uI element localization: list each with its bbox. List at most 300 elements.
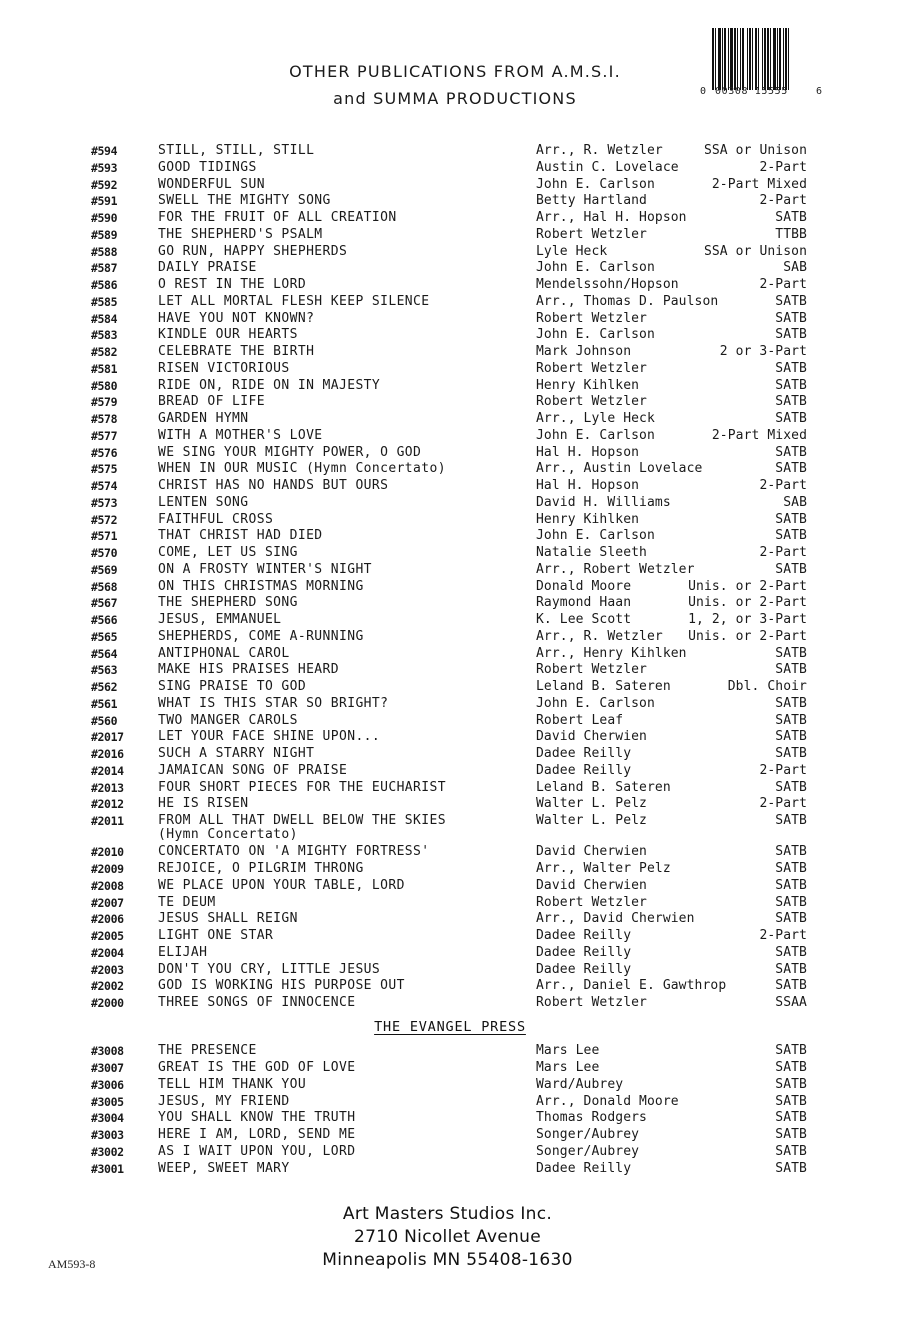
publication-row: [0, 478, 900, 495]
publication-voicing: SATB: [775, 1143, 807, 1159]
publication-arranger: David Cherwien: [536, 844, 647, 860]
publication-voicing: SATB: [775, 662, 807, 678]
publication-arranger: John E. Carlson: [536, 528, 655, 544]
publication-number: #3003: [91, 1128, 124, 1142]
header-line-1: OTHER PUBLICATIONS FROM A.M.S.I.: [289, 62, 621, 81]
publication-voicing: SATB: [775, 310, 807, 326]
publication-number: #3002: [91, 1144, 124, 1159]
publication-arranger: Mendelssohn/Hopson: [536, 277, 679, 292]
publication-row: [0, 713, 900, 730]
publication-title: THREE SONGS OF INNOCENCE: [158, 995, 356, 1010]
publication-number: #589: [91, 227, 118, 242]
publication-title: FOR THE FRUIT OF ALL CREATION: [158, 210, 397, 225]
publication-arranger: Betty Hartland: [536, 193, 647, 209]
publication-row: [0, 244, 900, 261]
publication-title: DAILY PRAISE: [158, 260, 257, 276]
publication-row: [0, 646, 900, 663]
publication-row: [0, 277, 900, 294]
publication-arranger: Austin C. Lovelace: [536, 159, 679, 175]
publication-number: #561: [91, 696, 118, 711]
publication-title: WEEP, SWEET MARY: [158, 1160, 290, 1176]
publication-row: [0, 861, 900, 878]
publication-voicing: SATB: [775, 293, 807, 309]
publication-voicing: SATB: [775, 394, 807, 410]
publication-number: #565: [91, 629, 118, 644]
publication-row: [0, 995, 900, 1012]
publication-voicing: Unis. or 2-Part: [688, 628, 807, 644]
upc-lead-digit: 0: [700, 86, 707, 97]
publication-arranger: David H. Williams: [536, 494, 671, 510]
publication-voicing: 2-Part: [759, 478, 807, 493]
publication-row: [0, 227, 900, 244]
publication-row: [0, 562, 900, 579]
publication-number: #573: [91, 495, 118, 510]
publication-number: #3001: [91, 1161, 124, 1176]
upc-check-digit: 6: [816, 86, 823, 97]
publication-number: #2016: [91, 747, 124, 761]
publication-title: LIGHT ONE STAR: [158, 928, 274, 943]
publication-number: #567: [91, 596, 118, 611]
upc-main-digits: 00308 15555: [715, 86, 788, 97]
publication-number: #3006: [91, 1077, 124, 1092]
publication-title: THE SHEPHERD SONG: [158, 595, 298, 611]
publication-voicing: SSAA: [775, 995, 807, 1010]
publication-title: RIDE ON, RIDE ON IN MAJESTY: [158, 377, 381, 393]
publication-voicing: 2-Part: [759, 159, 807, 175]
publication-title: ON A FROSTY WINTER'S NIGHT: [158, 561, 372, 577]
publication-number: #582: [91, 345, 118, 359]
publication-arranger: Walter L. Pelz: [536, 796, 647, 812]
barcode-bars: [712, 28, 810, 90]
publication-number: #585: [91, 294, 118, 309]
publication-title: LET ALL MORTAL FLESH KEEP SILENCE: [158, 293, 430, 309]
publication-row: [0, 545, 900, 562]
publication-number: #2006: [91, 912, 124, 927]
publication-voicing: SATB: [775, 327, 807, 343]
publication-row: [0, 1127, 900, 1144]
publication-title: DON'T YOU CRY, LITTLE JESUS: [158, 961, 381, 977]
publication-row: [0, 911, 900, 928]
publication-voicing: SATB: [775, 511, 807, 527]
publication-row: [0, 461, 900, 478]
publication-row: [0, 945, 900, 962]
publication-subtitle: (Hymn Concertato): [158, 826, 298, 842]
publication-row: [0, 160, 900, 177]
publication-title: COME, LET US SING: [158, 545, 298, 560]
publication-voicing: SATB: [775, 961, 807, 977]
publication-voicing: 2-Part: [759, 928, 807, 943]
publication-voicing: SATB: [775, 877, 807, 893]
publication-voicing: SATB: [775, 561, 807, 577]
publication-arranger: Mars Lee: [536, 1043, 600, 1059]
publication-number: #568: [91, 579, 118, 594]
publication-number: #587: [91, 261, 118, 276]
publication-title: THE PRESENCE: [158, 1043, 257, 1059]
publication-row: [0, 361, 900, 378]
publication-title: JESUS, MY FRIEND: [158, 1093, 290, 1109]
publication-arranger: John E. Carlson: [536, 260, 655, 276]
publication-number: #2002: [91, 979, 124, 994]
publication-title: SHEPHERDS, COME A-RUNNING: [158, 628, 364, 644]
publisher-city: Minneapolis MN 55408-1630: [322, 1250, 573, 1270]
publication-row: [0, 327, 900, 344]
publication-title: WHEN IN OUR MUSIC (Hymn Concertato): [158, 461, 446, 477]
publication-voicing: SATB: [775, 746, 807, 761]
publication-number: #2010: [91, 845, 124, 860]
publication-arranger: John E. Carlson: [536, 327, 655, 343]
publication-arranger: Arr., Daniel E. Gawthrop: [536, 978, 727, 994]
publication-title: RISEN VICTORIOUS: [158, 360, 290, 376]
publication-title: HAVE YOU NOT KNOWN?: [158, 310, 315, 326]
publication-title: TE DEUM: [158, 894, 216, 910]
publication-number: #2012: [91, 797, 124, 812]
publication-number: #569: [91, 562, 118, 577]
publication-title: WE SING YOUR MIGHTY POWER, O GOD: [158, 444, 422, 460]
publication-voicing: SATB: [775, 1110, 807, 1126]
publication-row: [0, 344, 900, 361]
publication-row: [0, 1060, 900, 1077]
publication-arranger: Robert Wetzler: [536, 894, 647, 910]
publication-number: #2011: [91, 814, 124, 828]
publication-row: [0, 612, 900, 629]
publication-voicing: SATB: [775, 1160, 807, 1176]
publication-row: [0, 1144, 900, 1161]
publication-voicing: Unis. or 2-Part: [688, 595, 807, 611]
publication-arranger: Arr., Walter Pelz: [536, 861, 671, 876]
publication-number: #591: [91, 194, 118, 209]
publication-row: [0, 878, 900, 895]
publication-number: #560: [91, 713, 118, 728]
publication-voicing: SATB: [775, 377, 807, 393]
publication-row: [0, 311, 900, 328]
publication-voicing: SATB: [775, 1060, 807, 1075]
publication-arranger: Arr., David Cherwien: [536, 911, 695, 927]
publication-row: [0, 193, 900, 210]
publication-voicing: SSA or Unison: [703, 143, 807, 158]
publication-title: TELL HIM THANK YOU: [158, 1076, 307, 1092]
publication-number: #576: [91, 445, 118, 460]
publication-arranger: John E. Carlson: [536, 695, 655, 711]
publication-arranger: Robert Leaf: [536, 712, 624, 728]
publication-arranger: Thomas Rodgers: [536, 1110, 647, 1126]
publication-number: #583: [91, 328, 118, 343]
publication-title: AS I WAIT UPON YOU, LORD: [158, 1143, 356, 1159]
publication-arranger: Walter L. Pelz: [536, 813, 647, 828]
publication-row: [0, 1094, 900, 1111]
publication-number: #584: [91, 311, 118, 326]
publication-voicing: TTBB: [775, 226, 807, 242]
publication-voicing: SAB: [783, 494, 807, 510]
publication-title: YOU SHALL KNOW THE TRUTH: [158, 1110, 356, 1126]
publication-arranger: Lyle Heck: [536, 243, 608, 259]
publication-arranger: K. Lee Scott: [536, 612, 632, 627]
publication-number: #564: [91, 646, 118, 661]
publication-voicing: 2-Part Mixed: [711, 427, 807, 443]
publication-voicing: SATB: [775, 444, 807, 460]
publication-arranger: David Cherwien: [536, 729, 647, 745]
publication-row: [0, 746, 900, 763]
publication-arranger: Arr., Lyle Heck: [536, 411, 655, 426]
publication-arranger: Hal H. Hopson: [536, 478, 640, 493]
publication-title: WHAT IS THIS STAR SO BRIGHT?: [158, 695, 389, 711]
publication-voicing: SAB: [783, 260, 807, 276]
publication-title: HE IS RISEN: [158, 796, 249, 812]
publication-row: [0, 729, 900, 746]
publication-title: GOOD TIDINGS: [158, 159, 257, 175]
publication-voicing: SATB: [775, 944, 807, 960]
publication-number: #2005: [91, 929, 124, 943]
publication-voicing: SATB: [775, 911, 807, 927]
evangel-title-text: THE EVANGEL PRESS: [374, 1018, 526, 1035]
publication-arranger: Robert Wetzler: [536, 394, 647, 410]
publication-arranger: Arr., Austin Lovelace: [536, 461, 703, 477]
publication-title: SWELL THE MIGHTY SONG: [158, 193, 331, 209]
publication-voicing: SATB: [775, 528, 807, 544]
publication-number: #571: [91, 529, 118, 544]
publication-arranger: Robert Wetzler: [536, 310, 647, 326]
publication-title: FAITHFUL CROSS: [158, 511, 274, 527]
publication-row: [0, 679, 900, 696]
publication-row: [0, 394, 900, 411]
publication-row: [0, 1077, 900, 1094]
publication-arranger: Arr., R. Wetzler: [536, 143, 663, 158]
publication-voicing: 2-Part: [759, 193, 807, 209]
publication-number: #574: [91, 479, 118, 493]
publication-voicing: SATB: [775, 779, 807, 795]
publication-arranger: Ward/Aubrey: [536, 1076, 624, 1092]
publication-row: [0, 780, 900, 797]
publication-number: #2008: [91, 878, 124, 893]
publication-arranger: Mars Lee: [536, 1060, 600, 1075]
upc-barcode: [700, 28, 823, 128]
publication-row: [0, 595, 900, 612]
publication-voicing: SSA or Unison: [703, 243, 807, 259]
publication-arranger: Songer/Aubrey: [536, 1143, 640, 1159]
publication-voicing: 2-Part: [759, 545, 807, 560]
publication-arranger: Arr., Thomas D. Paulson: [536, 293, 719, 309]
publication-title: JESUS SHALL REIGN: [158, 911, 298, 927]
publication-arranger: Arr., Robert Wetzler: [536, 561, 695, 577]
publisher-address: [250, 1203, 645, 1272]
publication-title-main: FROM ALL THAT DWELL BELOW THE SKIES: [158, 813, 446, 828]
publication-arranger: Raymond Haan: [536, 595, 632, 611]
publication-number: #570: [91, 546, 118, 560]
publication-arranger: Dadee Reilly: [536, 1160, 632, 1176]
publication-title: CONCERTATO ON 'A MIGHTY FORTRESS': [158, 844, 430, 860]
publication-voicing: SATB: [775, 461, 807, 477]
publication-title: WITH A MOTHER'S LOVE: [158, 427, 323, 443]
publication-title: CHRIST HAS NO HANDS BUT OURS: [158, 478, 389, 493]
publication-number: #572: [91, 512, 118, 527]
header-line-2: and SUMMA PRODUCTIONS: [333, 89, 577, 108]
publication-voicing: Dbl. Choir: [727, 679, 807, 694]
publication-number: #590: [91, 211, 118, 225]
publication-number: #3004: [91, 1111, 124, 1126]
publication-row: [0, 428, 900, 445]
publication-row: [0, 1161, 900, 1178]
publication-number: #2003: [91, 962, 124, 977]
publication-voicing: 2-Part: [759, 762, 807, 778]
publication-title: KINDLE OUR HEARTS: [158, 327, 298, 343]
publication-arranger: Hal H. Hopson: [536, 444, 640, 460]
publication-title: GOD IS WORKING HIS PURPOSE OUT: [158, 978, 405, 994]
publication-voicing: SATB: [775, 813, 807, 828]
publication-title: GARDEN HYMN: [158, 411, 249, 426]
publication-row: [0, 260, 900, 277]
publication-voicing: SATB: [775, 894, 807, 910]
publication-title: SING PRAISE TO GOD: [158, 679, 307, 694]
publication-arranger: Leland B. Sateren: [536, 679, 671, 694]
publication-row: [0, 1110, 900, 1127]
publisher-name: Art Masters Studios Inc.: [342, 1204, 553, 1224]
publication-title: LENTEN SONG: [158, 494, 249, 510]
publication-number: #2007: [91, 895, 124, 910]
publication-number: #580: [91, 378, 118, 393]
publication-arranger: Robert Wetzler: [536, 995, 647, 1010]
publication-voicing: SATB: [775, 411, 807, 426]
publication-row: [0, 796, 900, 813]
publication-row: [0, 177, 900, 194]
publication-row: [0, 928, 900, 945]
publication-row: [0, 210, 900, 227]
publication-number: #581: [91, 361, 118, 376]
publication-title: WONDERFUL SUN: [158, 176, 265, 192]
publication-voicing: SATB: [775, 712, 807, 728]
publication-title: ON THIS CHRISTMAS MORNING: [158, 578, 364, 594]
publication-number: #593: [91, 160, 118, 175]
publication-voicing: SATB: [775, 978, 807, 994]
publication-voicing: 2-Part: [759, 796, 807, 812]
publication-voicing: SATB: [775, 1127, 807, 1142]
publication-row: [0, 962, 900, 979]
publication-voicing: SATB: [775, 695, 807, 711]
publication-row: [0, 445, 900, 462]
publication-number: #2014: [91, 763, 124, 778]
publication-title: GO RUN, HAPPY SHEPHERDS: [158, 243, 348, 259]
publication-title: REJOICE, O PILGRIM THRONG: [158, 861, 364, 876]
publication-title: GREAT IS THE GOD OF LOVE: [158, 1060, 356, 1075]
publication-number: #577: [91, 428, 118, 443]
publication-number: #2000: [91, 996, 124, 1010]
publication-number: #578: [91, 412, 118, 426]
publication-number: #586: [91, 278, 118, 292]
publication-arranger: Leland B. Sateren: [536, 779, 671, 795]
publication-row: [0, 978, 900, 995]
publication-row: [0, 763, 900, 780]
publication-row: [0, 1043, 900, 1060]
publication-voicing: SATB: [775, 844, 807, 860]
catalog-code: AM593-8: [48, 1257, 96, 1271]
publication-title: SUCH A STARRY NIGHT: [158, 746, 315, 761]
publication-arranger: Arr., Donald Moore: [536, 1093, 679, 1109]
publication-number: #3007: [91, 1061, 124, 1075]
publication-number: #3005: [91, 1094, 124, 1109]
publication-number: #562: [91, 680, 118, 694]
publication-number: #2004: [91, 945, 124, 960]
publication-number: #2013: [91, 780, 124, 795]
publication-arranger: David Cherwien: [536, 877, 647, 893]
publication-title: STILL, STILL, STILL: [158, 143, 315, 158]
publication-arranger: Henry Kihlken: [536, 377, 640, 393]
publication-voicing: SATB: [775, 729, 807, 745]
publication-title: BREAD OF LIFE: [158, 394, 265, 410]
publication-row: [0, 895, 900, 912]
publication-row: [0, 579, 900, 596]
page-header: [200, 58, 710, 112]
publication-voicing: Unis. or 2-Part: [688, 578, 807, 594]
publication-number: #566: [91, 613, 118, 627]
publication-title: LET YOUR FACE SHINE UPON...: [158, 729, 381, 745]
publication-title: ELIJAH: [158, 944, 208, 960]
publication-row: [0, 512, 900, 529]
publication-arranger: Robert Wetzler: [536, 662, 647, 678]
publication-voicing: SATB: [775, 861, 807, 876]
publication-number: #563: [91, 663, 118, 678]
publication-arranger: Natalie Sleeth: [536, 545, 647, 560]
publication-number: #2009: [91, 862, 124, 876]
publication-arranger: John E. Carlson: [536, 176, 655, 192]
publication-title: TWO MANGER CAROLS: [158, 712, 298, 728]
publication-title: [158, 813, 446, 841]
publication-arranger: Dadee Reilly: [536, 928, 632, 943]
publication-title: MAKE HIS PRAISES HEARD: [158, 662, 339, 678]
publication-arranger: Dadee Reilly: [536, 762, 632, 778]
publication-number: #594: [91, 144, 118, 158]
publication-voicing: SATB: [775, 210, 807, 225]
publication-number: #592: [91, 177, 118, 192]
publication-title: THAT CHRIST HAD DIED: [158, 528, 323, 544]
publication-arranger: Arr., R. Wetzler: [536, 628, 663, 644]
publication-voicing: 2 or 3-Part: [719, 344, 807, 359]
publication-arranger: Dadee Reilly: [536, 746, 632, 761]
publication-row: [0, 294, 900, 311]
publication-title: FOUR SHORT PIECES FOR THE EUCHARIST: [158, 779, 446, 795]
publication-arranger: Robert Wetzler: [536, 226, 647, 242]
evangel-section-title: [0, 1019, 900, 1035]
publication-voicing: SATB: [775, 1093, 807, 1109]
publication-arranger: Arr., Hal H. Hopson: [536, 210, 687, 225]
publication-row: [0, 411, 900, 428]
publication-arranger: Henry Kihlken: [536, 511, 640, 527]
publication-arranger: Dadee Reilly: [536, 944, 632, 960]
publication-arranger: Robert Wetzler: [536, 360, 647, 376]
publication-title: JAMAICAN SONG OF PRAISE: [158, 762, 348, 778]
publication-number: #3008: [91, 1044, 124, 1059]
publication-voicing: SATB: [775, 1076, 807, 1092]
publication-row: [0, 528, 900, 545]
publication-voicing: 2-Part Mixed: [711, 176, 807, 192]
publication-row: [0, 378, 900, 395]
publication-row: [0, 813, 900, 842]
publication-row: [0, 844, 900, 861]
publication-arranger: Songer/Aubrey: [536, 1127, 640, 1142]
publication-voicing: SATB: [775, 360, 807, 376]
publication-arranger: Mark Johnson: [536, 344, 632, 359]
publication-title: ANTIPHONAL CAROL: [158, 645, 290, 661]
publication-title: CELEBRATE THE BIRTH: [158, 344, 315, 359]
publication-row: [0, 143, 900, 160]
publication-number: #579: [91, 395, 118, 410]
publication-number: #588: [91, 244, 118, 259]
publication-title: HERE I AM, LORD, SEND ME: [158, 1127, 356, 1142]
publication-row: [0, 495, 900, 512]
publication-row: [0, 696, 900, 713]
publication-arranger: Dadee Reilly: [536, 961, 632, 977]
publication-title: O REST IN THE LORD: [158, 277, 307, 292]
publication-number: #2017: [91, 730, 124, 745]
barcode-bar: [789, 28, 791, 90]
publication-arranger: Arr., Henry Kihlken: [536, 645, 687, 661]
